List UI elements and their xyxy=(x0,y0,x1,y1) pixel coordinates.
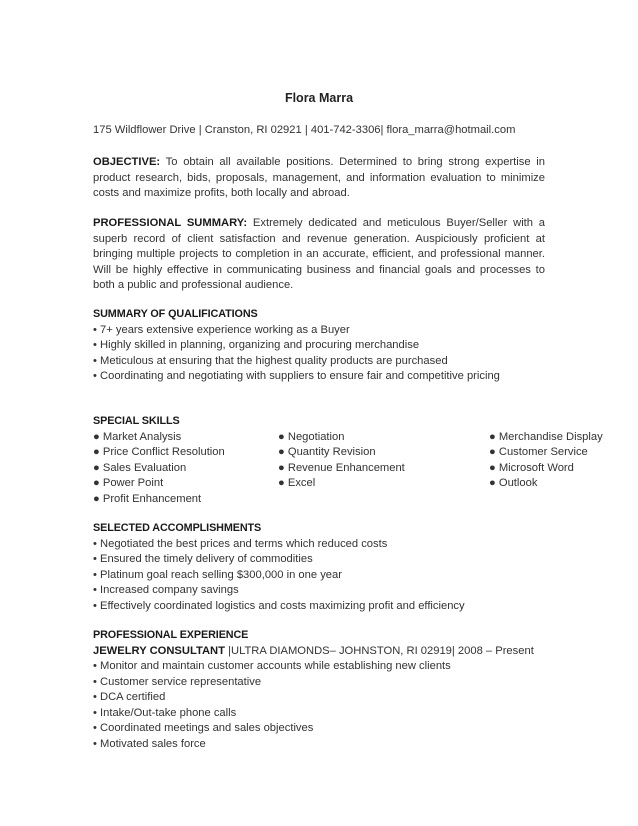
skills-column-3 xyxy=(489,430,603,492)
skill-item: ● Price Conflict Resolution xyxy=(93,446,225,458)
experience-heading: PROFESSIONAL EXPERIENCE xyxy=(93,629,249,641)
job-title: JEWELRY CONSULTANT xyxy=(93,644,225,657)
skill-item: ● Market Analysis xyxy=(93,430,182,443)
job-details: |ULTRA DIAMONDS– JOHNSTON, RI 02919| 2008 – Present xyxy=(224,644,534,657)
skills-heading: SPECIAL SKILLS xyxy=(93,415,180,427)
skill-item: ● Sales Evaluation xyxy=(93,461,187,474)
objective-paragraph xyxy=(93,155,545,202)
list-item: • Customer service representative xyxy=(93,675,262,688)
candidate-name: Flora Marra xyxy=(284,91,354,105)
list-item: • Negotiated the best prices and terms which reduced costs xyxy=(93,537,388,550)
accomplishments-heading: SELECTED ACCOMPLISHMENTS xyxy=(93,522,262,534)
job-header xyxy=(93,644,563,660)
summary-text: Extremely dedicated and meticulous Buyer/Seller with a superb record of client satisfaction and revenue generation. Auspiciously proficient at bringing multiple projects to completion in an accurate, efficient, and professional manner. Will be highly effective in communicating business and financial goals and processes to both a public and professional audience. xyxy=(93,217,546,292)
objective-text: To obtain all available positions. Determined to bring strong expertise in product research, bids, proposals, management, and information evaluation to minimize costs and maximize profits, both locally and abroad. xyxy=(93,156,546,200)
skill-item: ● Quantity Revision xyxy=(278,446,376,458)
skill-item: ● Negotiation xyxy=(278,430,345,443)
summary-label: PROFESSIONAL SUMMARY: xyxy=(93,217,248,229)
list-item: • Ensured the timely delivery of commodities xyxy=(93,553,313,565)
qualifications-section xyxy=(93,307,563,385)
skill-item: ● Profit Enhancement xyxy=(93,492,202,505)
list-item: • DCA certified xyxy=(93,691,166,703)
list-item: • Meticulous at ensuring that the highest quality products are purchased xyxy=(93,354,448,367)
skills-column-1 xyxy=(93,430,225,508)
skill-item: ● Customer Service xyxy=(489,446,588,458)
skill-item: ● Outlook xyxy=(489,477,538,489)
list-item: • Effectively coordinated logistics and costs maximizing profit and efficiency xyxy=(93,599,465,612)
list-item: • Highly skilled in planning, organizing and procuring merchandise xyxy=(93,339,420,351)
skill-item: ● Merchandise Display xyxy=(489,430,603,443)
skill-item: ● Excel xyxy=(278,477,316,489)
list-item: • Monitor and maintain customer accounts while establishing new clients xyxy=(93,660,451,672)
summary-paragraph xyxy=(93,216,545,294)
objective-label: OBJECTIVE: xyxy=(93,156,161,168)
list-item: • 7+ years extensive experience working as a Buyer xyxy=(93,323,350,336)
list-item: • Platinum goal reach selling $300,000 in one year xyxy=(93,568,342,581)
contact-line: 175 Wildflower Drive | Cranston, RI 02921 | 401-742-3306| flora_marra@hotmail.com xyxy=(93,124,516,136)
list-item: • Increased company savings xyxy=(93,584,239,596)
list-item: • Intake/Out-take phone calls xyxy=(93,706,237,719)
skill-item: ● Microsoft Word xyxy=(489,461,574,474)
skill-item: ● Revenue Enhancement xyxy=(278,461,405,474)
qualifications-heading: SUMMARY OF QUALIFICATIONS xyxy=(93,308,258,320)
list-item: • Coordinated meetings and sales objectives xyxy=(93,722,314,734)
skills-column-2 xyxy=(278,430,405,492)
accomplishments-section xyxy=(93,521,563,614)
experience-section xyxy=(93,628,563,752)
skill-item: ● Power Point xyxy=(93,477,164,489)
skills-section xyxy=(93,414,633,505)
list-item: • Coordinating and negotiating with suppliers to ensure fair and competitive pricing xyxy=(93,370,500,382)
list-item: • Motivated sales force xyxy=(93,737,206,750)
